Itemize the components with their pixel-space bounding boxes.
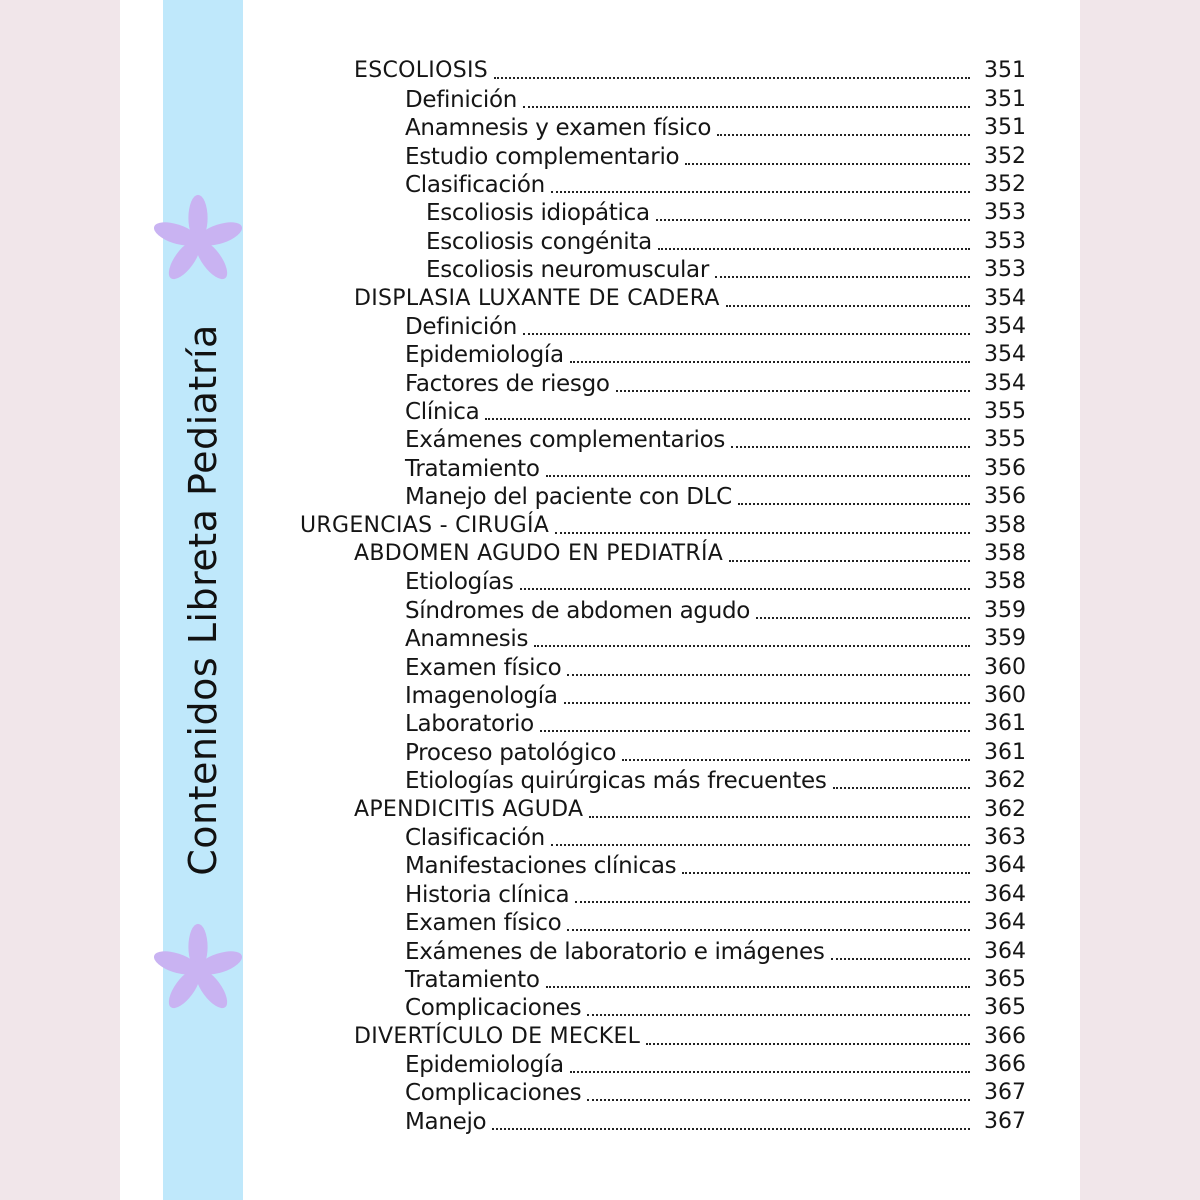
dot-leader (494, 76, 970, 79)
dot-leader (551, 843, 970, 846)
dot-leader (731, 445, 970, 448)
toc-entry-page: 359 (984, 597, 1026, 623)
dot-leader (587, 1013, 970, 1016)
toc-entry-page: 351 (984, 58, 1026, 84)
toc-entry-label: Clasificación (405, 824, 545, 851)
toc-entry-page: 354 (984, 313, 1026, 339)
toc-entry[interactable] (0, 1022, 1200, 1050)
toc-entry-label: Epidemiología (405, 342, 564, 369)
toc-entry-label: URGENCIAS - CIRUGÍA (300, 512, 550, 538)
toc-entry[interactable] (0, 57, 1200, 85)
toc-entry-page: 353 (984, 200, 1026, 226)
toc-entry-page: 361 (984, 739, 1026, 765)
toc-entry-label: APENDICITIS AGUDA (354, 796, 584, 822)
dot-leader (685, 162, 970, 165)
toc-entry-label: Complicaciones (405, 1080, 582, 1107)
toc-entry[interactable] (0, 596, 1200, 624)
dot-leader (833, 786, 970, 789)
toc-entry-label: Exámenes de laboratorio e imágenes (405, 938, 825, 965)
toc-entry-page: 352 (984, 171, 1026, 197)
dot-leader (589, 815, 970, 818)
toc-entry-page: 366 (984, 1052, 1026, 1078)
dot-leader (726, 304, 970, 307)
toc-entry-page: 355 (984, 427, 1026, 453)
toc-entry-page: 362 (984, 796, 1026, 822)
toc-entry[interactable] (0, 682, 1200, 710)
toc-entry-page: 358 (984, 569, 1026, 595)
toc-entry[interactable] (0, 795, 1200, 823)
toc-entry[interactable] (0, 199, 1200, 227)
toc-entry[interactable] (0, 426, 1200, 454)
dot-leader (738, 502, 970, 505)
toc-entry-label: Estudio complementario (405, 143, 680, 170)
toc-entry-label: Proceso patológico (405, 739, 617, 766)
toc-entry[interactable] (0, 1107, 1200, 1135)
dot-leader (729, 559, 970, 562)
toc-entry-label: Clasificación (405, 171, 545, 198)
toc-entry-label: Definición (405, 86, 518, 113)
toc-entry-page: 364 (984, 881, 1026, 907)
toc-entry[interactable] (0, 880, 1200, 908)
toc-entry-label: Exámenes complementarios (405, 427, 726, 454)
dot-leader (622, 758, 970, 761)
toc-entry[interactable] (0, 142, 1200, 170)
table-of-contents (0, 57, 1200, 1136)
toc-entry[interactable] (0, 824, 1200, 852)
dot-leader (570, 1070, 970, 1073)
toc-entry[interactable] (0, 738, 1200, 766)
toc-entry-label: DIVERTÍCULO DE MECKEL (354, 1023, 641, 1049)
dot-leader (575, 900, 970, 903)
toc-entry-page: 361 (984, 711, 1026, 737)
dot-leader (555, 531, 970, 534)
toc-entry[interactable] (0, 540, 1200, 568)
toc-entry-label: Definición (405, 313, 518, 340)
toc-entry[interactable] (0, 454, 1200, 482)
dot-leader (682, 871, 970, 874)
toc-entry-page: 354 (984, 285, 1026, 311)
dot-leader (587, 1098, 970, 1101)
toc-entry-label: Manifestaciones clínicas (405, 853, 677, 880)
dot-leader (520, 587, 970, 590)
toc-entry-label: Escoliosis congénita (426, 228, 652, 255)
toc-entry[interactable] (0, 369, 1200, 397)
toc-entry[interactable] (0, 483, 1200, 511)
toc-entry-page: 363 (984, 824, 1026, 850)
dot-leader (567, 928, 970, 931)
toc-entry[interactable] (0, 227, 1200, 255)
toc-entry-page: 364 (984, 938, 1026, 964)
toc-entry-page: 360 (984, 654, 1026, 680)
toc-entry-label: Historia clínica (405, 881, 570, 908)
dot-leader (656, 218, 970, 221)
toc-entry-page: 356 (984, 484, 1026, 510)
dot-leader (567, 673, 970, 676)
dot-leader (831, 957, 970, 960)
toc-entry[interactable] (0, 1079, 1200, 1107)
toc-entry-page: 358 (984, 541, 1026, 567)
toc-entry-page: 356 (984, 455, 1026, 481)
dot-leader (551, 190, 970, 193)
toc-entry-label: Factores de riesgo (405, 370, 610, 397)
dot-leader (658, 247, 970, 250)
dot-leader (540, 729, 970, 732)
toc-entry-page: 366 (984, 1023, 1026, 1049)
toc-entry-label: Anamnesis y examen físico (405, 115, 712, 142)
toc-entry-label: Laboratorio (405, 711, 534, 738)
dot-leader (523, 332, 970, 335)
toc-entry-page: 362 (984, 768, 1026, 794)
dot-leader (646, 1042, 970, 1045)
toc-entry-label: Manejo del paciente con DLC (405, 484, 732, 511)
toc-entry-label: Escoliosis idiopática (426, 200, 650, 227)
toc-entry[interactable] (0, 625, 1200, 653)
toc-entry[interactable] (0, 398, 1200, 426)
toc-entry-page: 360 (984, 682, 1026, 708)
dot-leader (756, 616, 970, 619)
toc-entry-label: Imagenología (405, 682, 558, 709)
toc-entry-label: DISPLASIA LUXANTE DE CADERA (354, 285, 720, 311)
toc-entry-label: Complicaciones (405, 995, 582, 1022)
toc-entry[interactable] (0, 852, 1200, 880)
toc-entry[interactable] (0, 710, 1200, 738)
toc-entry-label: ESCOLIOSIS (354, 58, 489, 84)
toc-entry[interactable] (0, 114, 1200, 142)
toc-entry-label: Tratamiento (405, 966, 540, 993)
dot-leader (546, 985, 970, 988)
toc-entry-label: ABDOMEN AGUDO EN PEDIATRÍA (354, 541, 724, 567)
toc-entry-label: Clínica (405, 399, 480, 426)
toc-entry-page: 352 (984, 143, 1026, 169)
toc-entry[interactable] (0, 937, 1200, 965)
toc-entry-page: 364 (984, 853, 1026, 879)
toc-entry-label: Examen físico (405, 654, 562, 681)
dot-leader (616, 389, 970, 392)
toc-entry-label: Etiologías (405, 569, 514, 596)
toc-entry[interactable] (0, 994, 1200, 1022)
sidebar-title: Contenidos Libreta Pediatría (181, 324, 225, 876)
toc-entry[interactable] (0, 341, 1200, 369)
toc-entry-page: 359 (984, 626, 1026, 652)
dot-leader (717, 133, 970, 136)
toc-entry[interactable] (0, 966, 1200, 994)
toc-entry[interactable] (0, 313, 1200, 341)
toc-entry-label: Síndromes de abdomen agudo (405, 597, 751, 624)
toc-entry-page: 358 (984, 512, 1026, 538)
toc-entry-page: 351 (984, 86, 1026, 112)
dot-leader (492, 1127, 970, 1130)
toc-entry-page: 365 (984, 966, 1026, 992)
toc-entry-page: 355 (984, 399, 1026, 425)
toc-entry[interactable] (0, 1051, 1200, 1079)
toc-entry[interactable] (0, 511, 1200, 539)
toc-entry-label: Manejo (405, 1108, 487, 1135)
toc-entry[interactable] (0, 284, 1200, 312)
toc-entry[interactable] (0, 256, 1200, 284)
toc-entry[interactable] (0, 767, 1200, 795)
dot-leader (523, 105, 970, 108)
toc-entry-page: 353 (984, 228, 1026, 254)
toc-entry-label: Etiologías quirúrgicas más frecuentes (405, 768, 827, 795)
dot-leader (546, 474, 970, 477)
toc-entry-page: 365 (984, 995, 1026, 1021)
toc-entry-label: Escoliosis neuromuscular (426, 257, 710, 284)
toc-entry-page: 364 (984, 910, 1026, 936)
dot-leader (570, 360, 970, 363)
toc-entry[interactable] (0, 653, 1200, 681)
toc-entry-page: 351 (984, 115, 1026, 141)
dot-leader (534, 644, 970, 647)
toc-entry-label: Tratamiento (405, 455, 540, 482)
toc-entry[interactable] (0, 85, 1200, 113)
toc-entry-label: Epidemiología (405, 1052, 564, 1079)
dot-leader (485, 417, 970, 420)
dot-leader (564, 701, 970, 704)
dot-leader (715, 275, 970, 278)
toc-entry-page: 353 (984, 257, 1026, 283)
toc-entry[interactable] (0, 909, 1200, 937)
toc-entry-label: Anamnesis (405, 626, 529, 653)
toc-entry-page: 354 (984, 370, 1026, 396)
toc-entry-page: 354 (984, 342, 1026, 368)
toc-entry[interactable] (0, 568, 1200, 596)
toc-entry[interactable] (0, 171, 1200, 199)
toc-entry-page: 367 (984, 1080, 1026, 1106)
toc-entry-page: 367 (984, 1108, 1026, 1134)
toc-entry-label: Examen físico (405, 910, 562, 937)
